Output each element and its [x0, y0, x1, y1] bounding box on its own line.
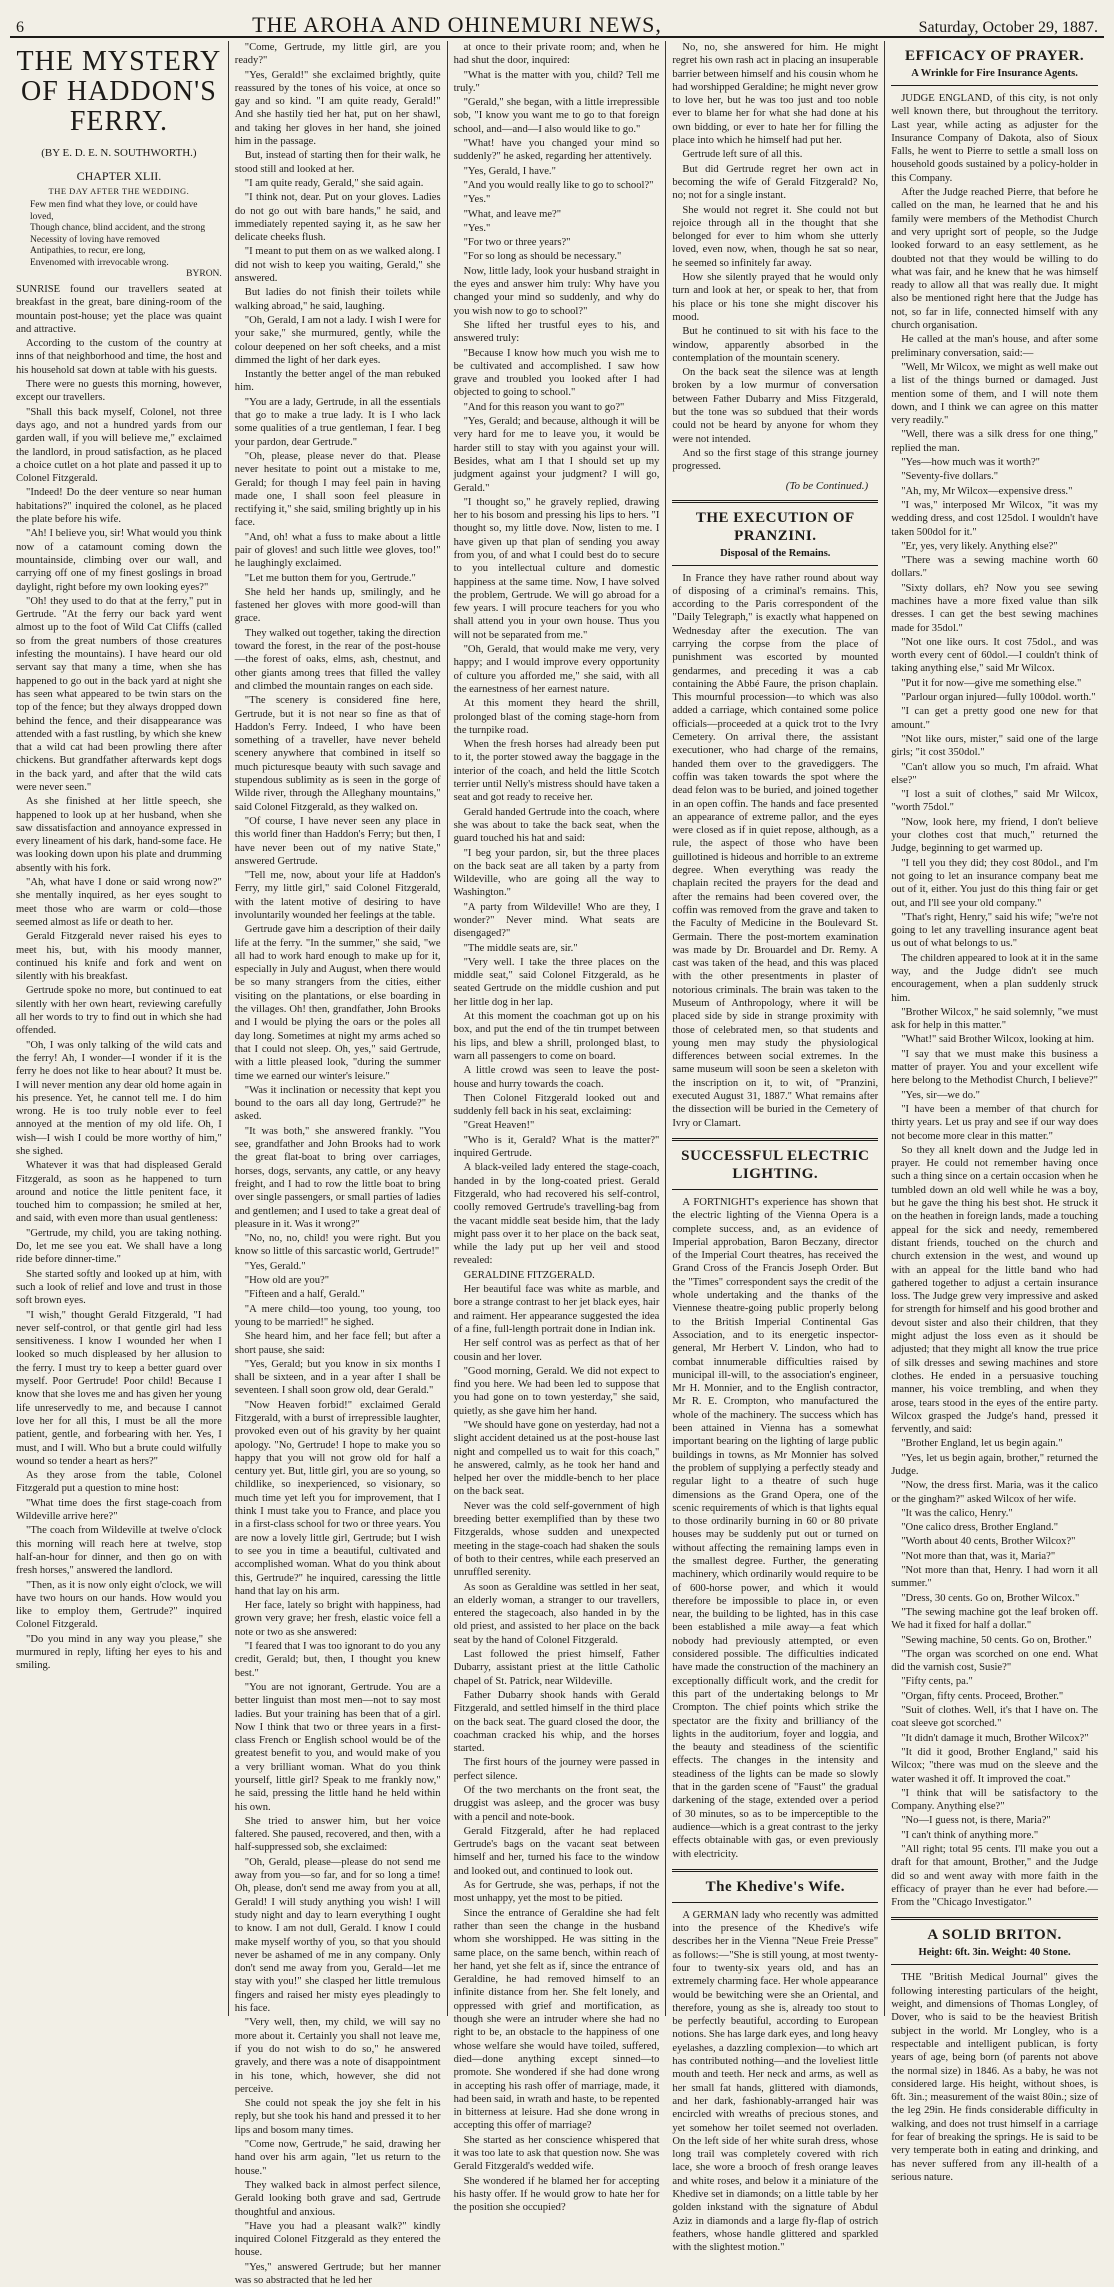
paragraph: "Oh, Gerald, I am not a lady. I wish I were for your sake," she murmured, gently, while the colour deepened on her soft cheeks, and a mist dimmed the light of her dark eyes. — [234, 314, 441, 366]
paragraph: "Can't allow you so much, I'm afraid. What else?" — [891, 761, 1098, 786]
paragraph: at once to their private room; and, when he had shut the door, inquired: — [453, 42, 660, 67]
paragraph: "Yes, Gerald!" she exclaimed brightly, quite reassured by the tones of his voice, at once so gay and so kind. "I am quite ready, Gerald!" And she hastily tied her hat, put on her shawl, and taking her gloves in her hand, she joined him in the passage. — [234, 69, 441, 148]
paragraph: "What, and leave me?" — [463, 208, 562, 220]
paragraph: At this moment the coachman got up on his box, and put the end of the tin trumpet between his lips, and blew a shrill, prolonged blast, to warn all passengers to come on board. — [453, 1011, 660, 1062]
paragraph: But did Gertrude regret her own act in becoming the wife of Gerald Fitzgerald? No, no; not for a single instant. — [672, 163, 879, 202]
paragraph: Father Dubarry shook hands with Gerald Fitzgerald, and settled himself in the third place on the back seat. The guard closed the door, the coachman cracked his whip, and the horses started. — [453, 1689, 660, 1755]
paragraph: A GERMAN lady who recently was admitted into the presence of the Khedive's wife describes her in the Vienna "Neue Freie Presse" as follows:—"She is still young, at most twenty-four to twenty-six years old, and has an extremely charming face. Her whole appearance would be bewitching were she an Oriental, and therefore, young as she is, already too stout to be perfectly beautiful, according to European notions. She has large dark eyes, and long heavy eyelashes, a dazzling complexion—to which art has contributed nothing—and the loveliest little mouth and teeth. Her neck and arms, as well as her small fat hands, glittered with diamonds, and her dark, fashionably-arranged hair was encircled with wreaths of precious stones, and yet somehow her toilet seemed not overladen. On the left side of her white surah dress, whose long trail was completely covered with rich lace, she wore a brooch of fresh orange leaves and white roses, and below it a miniature of the Khedive set in diamonds; on a little table by her golden inkstand with the signature of Abdul Aziz in diamonds and a large fly-flap of ostrich feathers, whose handle glittered and sparkled with the slightest motion." — [672, 1909, 879, 2254]
paragraph: Her face, lately so bright with happiness, had grown very grave; her fresh, elastic voice fell a note or two as she answered: — [234, 1600, 441, 1638]
paragraph: "Yes." — [463, 194, 491, 206]
paragraph: "Let me button them for you, Gertrude." — [244, 572, 416, 584]
paragraph: "I am quite ready, Gerald," she said again. — [244, 177, 424, 189]
paragraph: Since the entrance of Geraldine she had felt rather than seen the change in the husband whom she worshipped. He was sitting in the same place, on the same bench, within reach of her hand, yet she felt as if, since the entrance of Geraldine, he had removed himself to an infinite distance from her. She felt lonely, and oppressed with grief and mortification, as though she were an intruder where she had no right to be, an obstacle to the happiness of one whose welfare she would have toiled, suffered, died—done anything except sinned—to promote. She wondered if she had done wrong in accepting his rash offer of marriage, made, it had been said, in wrath and haste, to be repented in bitterness at leisure. Had she done wrong in accepting this offer of marriage? — [453, 1907, 660, 2132]
paragraph: As for Gertrude, she was, perhaps, if not the most unhappy, yet the most to be pitied. — [453, 1880, 660, 1905]
paragraph: "Oh, please, please never do that. Please never hesitate to point out a mistake to me, Gerald; for though I may feel pain in having made one, I shall soon feel pleasure in rectifying it," she said, smiling brightly up in his face. — [234, 450, 441, 529]
paragraph: "For so long as should be necessary." — [463, 251, 622, 263]
article-subhead: Height: 6ft. 3in. Weight: 40 Stone. — [918, 1947, 1071, 1959]
paragraph: "It did it good, Brother England," said his Wilcox; "there was mud on the sleeve and the water washed it off. It improved the coat." — [891, 1746, 1098, 1785]
paragraph: GERALDINE FITZGERALD. — [463, 1269, 595, 1281]
paragraph: "Who is it, Gerald? What is the matter?" inquired Gertrude. — [453, 1134, 660, 1160]
paragraph: Gertrude left sure of all this. — [682, 149, 803, 161]
paragraph: She wondered if he blamed her for accepting his hasty offer. If he would grow to hate her for the position she occupied? — [453, 2175, 660, 2214]
article-headline: THE EXECUTION OF PRANZINI. — [695, 509, 855, 544]
paragraph: "Because I know how much you wish me to be cultivated and accomplished. I saw how grave and troubled you looked after I had objected to going to school." — [453, 347, 660, 399]
paragraph: Gertrude gave him a description of their daily life at the ferry. "In the summer," she said, "we all had to work hard enough to make up for it, especially in July and August, when there would be so many strangers from the cities, either visiting on the plantations, or else boarding in the villages. Oh! then, grandfather, John Brooks and I would be plying the oars or the poles all day long. Sometimes at night my arms ached so that I could not sleep. Oh, yes," said Gertrude, with a little pleased look, "during the summer time we earned our winter's leisure." — [234, 924, 441, 1082]
paragraph: "Yes," answered Gertrude; but her manner was so abstracted that he led her — [234, 2261, 441, 2286]
story-title: THE MYSTERY OF HADDON'S FERRY. — [16, 46, 222, 137]
article-divider — [891, 1917, 1098, 1920]
paragraph: How she silently prayed that he would only turn and look at her, or speak to her, that from his place or his tone she might discover his mood. — [672, 272, 879, 323]
paragraph: "I have been a member of that church for thirty years. Let us pray and see if our way does not become more clear in this matter." — [891, 1103, 1098, 1142]
paragraph: "What time does the first stage-coach from Wildeville arrive here?" — [16, 1497, 222, 1523]
paragraph: Instantly the better angel of the man rebuked him. — [234, 369, 441, 394]
issue-date: Saturday, October 29, 1887. — [918, 19, 1098, 36]
paragraph: JUDGE ENGLAND, of this city, is not only well known there, but throughout the territory. Last year, while acting as adjuster for the Insurance Company of Dakota, also of Sioux Falls, he went to Pierre to settle a small loss on household goods sustained by a policy-holder in this Company. — [891, 93, 1098, 184]
paragraph: They walked back in almost perfect silence, Gerald looking both grave and sad, Gertrude thoughtful and anxious. — [234, 2179, 441, 2218]
paragraph: "I can't think of anything more." — [901, 1829, 1039, 1841]
paragraph: "The coach from Wildeville at twelve o'clock this morning will reach here at twelve, stop half-an-hour for dinner, and then go on with fresh horses," answered the landlord. — [16, 1525, 222, 1577]
paragraph: She lifted her trustful eyes to his, and answered truly: — [453, 319, 660, 345]
paragraph: "Sixty dollars, eh? Now you see sewing machines have a more fixed value than silk dresses. I can get the best sewing machines made for 35dol." — [891, 582, 1098, 634]
paragraph: SUNRISE found our travellers seated at breakfast in the great, bare dining-room of the mountain post-house; yet the place was quaint and attractive. — [16, 284, 222, 335]
paragraph: A black-veiled lady entered the stage-coach, handed in by the long-coated priest. Gerald Fitzgerald, who had recovered his self-control, coolly removed Gertrude's travelling-bag from the vacant middle seat beside him, that the lady might pass over it to her place on the back seat, while the lady put up her veil and stood revealed: — [453, 1162, 660, 1267]
paragraph: "I lost a suit of clothes," said Mr Wilcox, "worth 75dol." — [891, 789, 1098, 814]
to-be-continued: (To be Continued.) — [785, 479, 869, 492]
paragraph: "Oh! they used to do that at the ferry," put in Gertrude. "At the ferry our back yard went almost up to the foot of Wild Cat Cliffs (called so from the great numbers of those creatures infesting the mountains). I have heard our old servant say that many a time, when she has happened to go out in the back yard at night she has seen what appeared to be twin stars on the top of the fence; but they always dropped down behind the fence, and their disappearance was attended with a fast rustling, by which she knew that a wild cat had been prowling there after chickens. But grandfather afterwards kept dogs in the back yard, and after that the wild cats were never seen." — [16, 595, 222, 793]
paragraph: "Good morning, Gerald. We did not expect to find you here. We had been led to suppose that you had gone on to town yesterday," she said, quietly, as she gave him her hand. — [453, 1365, 660, 1417]
paragraph: "How old are you?" — [244, 1275, 330, 1287]
paragraph: At this moment they heard the shrill, prolonged blast of the coming stage-horn from the turnpike road. — [453, 698, 660, 736]
paragraph: "Very well. I take the three places on the middle seat," said Colonel Fitzgerald, as he seated Gertrude on the middle cushion and put her little dog in her lap. — [453, 956, 660, 1008]
paragraph: "Seventy-five dollars." — [901, 471, 999, 483]
paragraph: "I wish," thought Gerald Fitzgerald, "I had never self-control, or that gentle girl had less sensitiveness. I know I wounded her when I looked so much displeased by her allusion to the ferry. I must try to keep a better guard over myself. Poor Gertrude! Poor child! Because I know that she loves me and has given her young life unreservedly to me, and because I cannot love her for all this, I must be all the more patient, gentle, and forbearing with her. Yes, I must, and I will. Who but a brute could wilfully wound so tender a heart as hers?" — [16, 1309, 222, 1467]
paragraph: Whatever it was that had displeased Gerald Fitzgerald, as soon as he happened to turn around and notice the little penitent face, it touched him to compassion; he smiled at her, and said, with even more than usual gentleness: — [16, 1160, 222, 1225]
headline-rule — [672, 1189, 878, 1190]
paragraph: "The sewing machine got the leaf broken off. We had it fixed for half a dollar." — [891, 1606, 1098, 1632]
paragraph: Her self control was as perfect as that of her cousin and her lover. — [453, 1338, 660, 1363]
section-divider — [672, 500, 878, 503]
paragraph: "What is the matter with you, child? Tell me truly." — [453, 69, 660, 94]
paragraph: "I say that we must make this business a matter of prayer. You and your excellent wife here belong to the Methodist Church, I believe?" — [891, 1048, 1098, 1087]
paragraph: "Well, Mr Wilcox, we might as well make out a list of the things burned or damaged. Just mention some of them, and I will note them down, and I think we can agree on this matter very readily." — [891, 361, 1098, 427]
column-1 — [10, 41, 229, 2016]
paragraph: "Yes—how much was it worth?" — [901, 457, 1040, 469]
paragraph: "All right; total 95 cents. I'll make you out a draft for that amount, Brother," and the Judge did so and went away with more faith in the efficacy of prayer than he ever had before.—From the "Chicago Investigator." — [891, 1844, 1098, 1909]
paragraph: She tried to answer him, but her voice faltered. She paused, recovered, and then, with a half-suppressed sob, she exclaimed: — [234, 1815, 441, 1854]
article-headline: SUCCESSFUL ELECTRIC LIGHTING. — [681, 1147, 870, 1182]
story-text-col3 — [454, 41, 660, 2215]
paragraph: The first hours of the journey were passed in perfect silence. — [453, 1757, 660, 1782]
paragraph: "Er, yes, very likely. Anything else?" — [901, 540, 1058, 552]
paragraph: "I meant to put them on as we walked along. I did not wish to keep you waiting, Gerald," she answered. — [234, 246, 441, 285]
paragraph: "Come, Gertrude, my little girl, are you ready?" — [234, 42, 441, 67]
paragraph: "It was both," she answered frankly. "You see, grandfather and John Brooks had to work the great flat-boat to bring over carriages, horses, dogs, servants, any cattle, or any heavy freight, and I had to row the little boat to bring over single passengers, or small parties of ladies and gentlemen; and I used to take a great deal of pleasure in it. Was it wrong?" — [234, 1125, 441, 1230]
paragraph: And so the first stage of this strange journey progressed. — [672, 447, 879, 473]
paragraph: "Yes, Gerald, I have." — [463, 165, 556, 177]
paragraph: But ladies do not finish their toilets while walking abroad," he said, laughing. — [234, 287, 441, 312]
page-number: 6 — [16, 19, 24, 36]
paragraph: "I think that will be satisfactory to the Company. Anything else?" — [891, 1787, 1098, 1813]
paragraph: Gertrude spoke no more, but continued to eat silently with her own heart, reviewing carefully all her words to try to find out in which she had offended. — [16, 985, 222, 1037]
verse-line: Necessity of loving have removed — [30, 234, 160, 245]
paragraph: "Do you mind in any way you please," she murmured in reply, lifting her eyes to his and smiling. — [16, 1633, 222, 1672]
paragraph: As soon as Geraldine was settled in her seat, an elderly woman, a stranger to our travellers, entered the stagecoach, also handed in by the old priest, and assisted to her place on the back seat by the hand of Colonel Fitzgerald. — [453, 1581, 660, 1646]
column-5-articles — [891, 47, 1098, 2184]
story-text-col4 — [672, 41, 878, 474]
paragraph: "Not one like ours. It cost 75dol., and was worth every cent of 60dol.—I couldn't think of taking anything else," said Mr Wilcox. — [891, 636, 1098, 675]
paragraph: "We should have gone on yesterday, had not a slight accident detained us at the post-house last night and compelled us to wait for this coach," he answered, calmly, as he took her hand and helped her over the middle-bench to her place on the back seat. — [453, 1419, 660, 1498]
verse-line: Antipathies, to recur, ere long, — [30, 246, 146, 256]
paragraph: "Was it inclination or necessity that kept you bound to the oars all day long, Gertrude?" he asked. — [234, 1084, 441, 1123]
paragraph: Never was the cold self-government of high breeding better exemplified than by these two Fitzgeralds, whose sudden and unexpected meeting in the stage-coach had shaken the souls of both to their centres, while each preserved an unruffled serenity. — [453, 1500, 660, 1579]
paragraph: "Yes, Gerald; and because, although it will be very hard for me to leave you, it would be harder still to stay with you against your will. Besides, what am I that I should set up my judgment against your judgment? I will go, Gerald." — [453, 416, 660, 494]
paragraph: "Dress, 30 cents. Go on, Brother Wilcox." — [901, 1592, 1080, 1604]
chapter-subtitle: THE DAY AFTER THE WEDDING. — [48, 186, 190, 196]
paragraph: She could not speak the joy she felt in his reply, but she took his hand and pressed it to her lips and bosom many times. — [234, 2098, 441, 2136]
paragraph: "Tell me, now, about your life at Haddon's Ferry, my little girl," said Colonel Fitzgerald, with the latent motive of desiring to have involuntarily wounded her feelings at the table. — [234, 870, 441, 921]
paragraph: "And, oh! what a fuss to make about a little pair of gloves! and such little wee gloves, too!" he laughingly exclaimed. — [234, 531, 441, 570]
paragraph: After the Judge reached Pierre, that before he called on the man, he learned that he and his family were members of the Methodist Church and very upright sort of people, so the Judge looked forward to an easy settlement, as he doubted not that they would be willing to do what was fair, and he knew that he was himself ready to allow all that was really due. It might also be mentioned right here that the Judge has not, so far in life, connected himself with any church organisation. — [891, 187, 1098, 332]
paragraph: "Not more than that, was it, Maria?" — [901, 1550, 1056, 1562]
epigraph-verse — [16, 200, 222, 269]
paragraph: "Now, look here, my friend, I don't believe your clothes cost that much," returned the Judge, beginning to get warmed up. — [891, 816, 1098, 855]
headline-rule — [891, 85, 1098, 86]
paragraph: Now, little lady, look your husband straight in the eyes and answer him truly: Why have you changed your mind so suddenly, and why do you wish now to go to school?" — [453, 265, 660, 317]
paragraph: "I beg your pardon, sir, but the three places on the back seat are all taken by a party from Wildeville, who are going all the way to Washington." — [453, 847, 660, 899]
paragraph: "Ah! I believe you, sir! What would you think now of a catamount coming down the mountainside, climbing over our wall, and carrying off one of my finest goslings in broad daylight, right before my own looking eyes?" — [16, 528, 222, 593]
headline-rule — [672, 1902, 878, 1903]
paragraph: "Yes, sir—we do." — [901, 1089, 980, 1101]
paragraph: She started as her conscience whispered that it was too late to ask that question now. She was Gerald Fitzgerald's wedded wife. — [453, 2134, 660, 2173]
article-headline: EFFICACY OF PRAYER. — [905, 48, 1085, 64]
paragraph: "Oh, Gerald, that would make me very, very happy; and I would improve every opportunity of culture you afforded me," she said, with all the earnestness of her earnest nature. — [453, 644, 660, 695]
column-4 — [666, 41, 885, 2254]
newspaper-title: THE AROHA AND OHINEMURI NEWS, — [252, 12, 662, 37]
paragraph: A FORTNIGHT's experience has shown that the electric lighting of the Vienna Opera is a complete success, and, as an evidence of Imperial approbation, Baron Beczany, director of the Imperial Court theatres, has received the Grand Cross of the Francis Joseph Order. But the "Times" correspondent says the credit of the whole undertaking and the thanks of the Viennese theatre-going public properly belong to the British Imperial Continental Gas Association, and to its energetic inspector-general, Mr Herbert V. Lindon, who had to combat innumerable difficulties raised by municipal ill-will, to the association's engineer, Mr H. Monnier, and to the English contractor, Mr R. E. Crompton, who manufactured the whole of the machinery. The success which has been attained in Vienna has a somewhat important bearing on the lighting of large public buildings in towns, as Mr Monnier has solved the problem of supplying a perfectly steady and regular light to a theatre of such huge dimensions as the Grand Opera, one of the scenic requirements of which is that lights equal to those ordinarily burning in 60 or 80 private houses may be suddenly put out or turned on without affecting the remaining lamps even in the smallest degree. Further, the generating machinery, which ordinarily would require to be of 600-horse power, and which it would therefore be impossible to place in, or even near, the building to be lighted, has in this case been established a mile away—a feat which nobody had previously attempted, or even considered possible. The difficulties indicated have made the construction of the machinery an exceptionally difficult work, and the credit for this part of the undertaking belongs to Mr Crompton. The chief points which strike the spectator are the fixity and brilliancy of the lights in the auditorium, foyer and loggia, and the beauty and steadiness of the scientific effects. The changes in the intensity and steadiness of the lights can be made so slowly that in the garden scene of "Faust" the gradual darkening of the stage, extended over a period of 30 minutes, so as to be imperceptible to the audience—which is a great contrast to the jerky effects obtainable with gas, or even previously with electricity. — [672, 1196, 879, 1860]
paragraph: "Shall this back myself, Colonel, not three days ago, and not a hundred yards from our garden wall, if you will believe me," exclaimed the landlord, in proud satisfaction, as he placed a choice cutlet on a hot plate and passed it up to Colonel Fitzgerald. — [16, 406, 222, 485]
columns — [10, 41, 1104, 2286]
article-headline: The Khedive's Wife. — [705, 1878, 845, 1895]
paragraph: "The middle seats are, sir." — [463, 942, 578, 954]
paragraph: "You are not ignorant, Gertrude. You are a better linguist than most men—not to say most ladies. But your training has been that of a girl. Now I think that two or three years in a first-class French or English school would be of the greatest benefit to you, and would make of you a very brilliant woman. What do you think yourself, little girl? Speak to me frankly now," he said, pressing the little hand he held within his own. — [234, 1681, 441, 1813]
paragraph: So they all knelt down and the Judge led in prayer. He could not remember having once such a thing since on a certain occasion when he tumbled down an old well while he was a boy, but he gave the thing his best shot. He struck it on the heathen in foreign lands, made a touching appeal for the sick and needy, remembered distant friends, touched on the church and church extension in the west, and wound up with an appeal for the little band who had gathered together to adjust a certain insurance loss. The Judge grew very impressive and asked for strength for himself and his good brother and devout sister and also their children, that they might adjust the loss even as it should be adjusted; that they might all know the true price of silk dresses and sewing machines and store clothes. He ended in a persuasive touching manner, his voice trembling, and when they arose, tears stood in the eyes of the entire party. Wilcox grasped the Judge's hand, pressed it fervently, and said: — [891, 1144, 1098, 1436]
article-headline: A SOLID BRITON. — [927, 1927, 1062, 1944]
paragraph: They walked out together, taking the direction toward the forest, in the rear of the post-house—the forest of oaks, elms, ash, chestnut, and other giants among trees that filled the valley and climbed the mountain ranges on each side. — [234, 627, 441, 692]
paragraph: "Then, as it is now only eight o'clock, we will have two hours on our hands. How would you like to employ them, Gertrude?" inquired Colonel Fitzgerald. — [16, 1579, 222, 1631]
paragraph: When the fresh horses had already been put to it, the porter stowed away the baggage in the interior of the coach, and held the little Scotch terrier until Nelly's mistress should have taken a seat and got ready to receive her. — [453, 739, 660, 804]
paragraph: Then Colonel Fitzgerald looked out and suddenly fell back in his seat, exclaiming: — [453, 1092, 660, 1118]
paragraph: "Ah, what have I done or said wrong now?" she mentally inquired, as her eyes sought to meet those who are warm or cold—those seemed almost as life or death to her. — [16, 877, 222, 928]
paragraph: "Now Heaven forbid!" exclaimed Gerald Fitzgerald, with a burst of irrepressible laughter, provoked even out of his gravity by her quaint apology. "No, Gertrude! I hope to make you so happy that you will not grow old for half a century yet. But, little girl, you are so young, so childlike, so inexperienced, so visionary, so much time yet left you for improvement, that I think I must take you to France, and place you in a first-class school for two or three years. You are now a lovely little girl, Gertrude; but I wish to see you in time a beautiful, cultivated and accomplished woman. What do you think about this, Gertrude?" he inquired, caressing the little hand that lay on his arm. — [234, 1399, 441, 1597]
epigraph-author: BYRON. — [186, 269, 222, 279]
paragraph: "Of course, I have never seen any place in this world finer than Haddon's Ferry; but then, I have never been out of my native State," answered Gertrude. — [234, 815, 441, 867]
paragraph: "And for this reason you want to go?" — [463, 401, 625, 413]
column-3 — [448, 41, 667, 2214]
chapter-heading: CHAPTER XLII. — [76, 169, 162, 183]
paragraph: "Organ, fifty cents. Proceed, Brother." — [901, 1690, 1064, 1702]
paragraph: "Not more than that, Henry. I had worn it all summer." — [891, 1565, 1098, 1590]
paragraph: No, no, she answered for him. He might regret his own rash act in placing an insuperable barrier between himself and his cousin whom he had worshipped Geraldine; he might never grow to love her, but he was too just and too noble ever to blame her for what she had done at his own bidding, or ever to hate her for filling the place into which he himself had put her. — [672, 42, 879, 147]
article-subhead: Disposal of the Remains. — [720, 547, 831, 559]
paragraph: "A mere child—too young, too young, too young to be married!" he sighed. — [234, 1303, 441, 1328]
paragraph: "A party from Wildeville! Who are they, I wonder?" Never mind. What seats are disengaged?" — [453, 901, 660, 940]
paragraph: "Yes, Gerald." — [244, 1260, 306, 1272]
paragraph: "Oh, I was only talking of the wild cats and the ferry! Ah, I wonder—I wonder if it is the ferry he does not like to hear about? It must be. I will never mention any dear old home again in his presence. Yet, he cannot tell me. I do him wrong. He is too truly noble ever to feel annoyed at the mention of my old life. Oh, I wish—I wish I could be more worthy of him," she sighed. — [16, 1039, 222, 1157]
paragraph: "No—I guess not, is there, Maria?" — [901, 1815, 1051, 1827]
paragraph: "Suit of clothes. Well, it's that I have on. The coat sleeve got scorched." — [891, 1705, 1098, 1730]
paragraph: "It didn't damage it much, Brother Wilcox?" — [901, 1732, 1089, 1744]
headline-rule — [891, 1964, 1098, 1965]
paragraph: As she finished at her little speech, she happened to look up at her husband, when she saw dissatisfaction and annoyance expressed in every lineament of his dark, hand-some face. He was looking down upon his plate and drumming absently with his fork. — [16, 796, 222, 874]
paragraph: "What!" said Brother Wilcox, looking at him. — [901, 1034, 1094, 1046]
paragraph: According to the custom of the country at inns of that neighborhood and time, the host and his household sat down at table with his guests. — [16, 338, 222, 376]
paragraph: "What! have you changed your mind so suddenly?" he asked, regarding her attentively. — [453, 138, 660, 163]
paragraph: A little crowd was seen to leave the post-house and hurry towards the coach. — [453, 1065, 660, 1090]
story-text-col2 — [235, 41, 441, 2287]
paragraph: "Fifty cents, pa." — [901, 1676, 973, 1688]
story-byline: (BY E. D. E. N. SOUTHWORTH.) — [41, 147, 197, 159]
paragraph: She heard him, and her face fell; but after a short pause, she said: — [234, 1331, 441, 1356]
paragraph: "One calico dress, Brother England." — [901, 1522, 1059, 1534]
paragraph: She started softly and looked up at him, with such a look of relief and love and trust in those soft brown eyes. — [16, 1268, 222, 1307]
paragraph: As they arose from the table, Colonel Fitzgerald put a question to mine host: — [16, 1470, 222, 1495]
paragraph: "Yes, let us begin again, brother," returned the Judge. — [891, 1452, 1098, 1477]
column-4-articles — [672, 509, 878, 2255]
paragraph: "Gertrude, my child, you are taking nothing. Do, let me see you eat. We shall have a long ride before dinner-time." — [16, 1227, 222, 1266]
paragraph: "Sewing machine, 50 cents. Go on, Brother." — [901, 1634, 1092, 1646]
paragraph: "I think not, dear. Put on your gloves. Ladies do not go out with bare hands," he said, and immediately repented saying it, as he saw her delicate cheeks flush. — [234, 192, 441, 244]
paragraph: "You are a lady, Gertrude, in all the essentials that go to make a true lady. It is I who lack some qualities of a true gentleman, I fear. I beg your pardon, dear Gertrude." — [234, 396, 441, 448]
paragraph: "The organ was scorched on one end. What did the varnish cost, Susie?" — [891, 1648, 1098, 1674]
paragraph: But, instead of starting then for their walk, he stood still and looked at her. — [234, 150, 441, 175]
paragraph: In France they have rather round about way of disposing of a criminal's remains. This, according to the Paris correspondent of the "Daily Telegraph," is exactly what happened on Wednesday after the execution. The van carrying the corpse from the place of punishment was escorted by mounted gendarmes, and preceding it was a cab containing the Abbé Faure, the prison chaplain. This mournful procession—to which was also added a carriage, which contained some police officials—proceeded at a quick trot to the Ivry Cemetery. On arrival there, the assistant executioner, who had charge of the remains, handed them over to the gravediggers. The coffin was taken towards the spot where the dead felon was to be buried, and joined together in an open coffin. The hands and face presented an appearance of extreme pallor, and the eyes were closed as if in quiet repose, although, as a rule, the aspect of those who have been guillotined is hideous and horrible to an extreme degree. When everything was ready the chaplain recited the prayers for the dead and after the remains had been covered over, the coffin was removed from the grave and taken to the Faculty of Medicine in the Boulevard St. Germain. There the post-mortem examination was made by Dr. Brouardel and Dr. Remy. A cast was taken of the head, and this was placed with the other presentments in plaster of notorious criminals. The brain was taken to the Museum of Anthropology, where it will be placed side by side in strange proximity with those of celebrated men, so that students and young men may study the physiological differences between social extremes. In the same museum will soon be seen a skeleton with the inscription on it, to wit, of "Pranzini, executed August 31, 1887." What remains after the dissection will be buried in the Cemetery of Ivry or Clamart. — [672, 572, 879, 1129]
paragraph: The children appeared to look at it in the same way, and the Judge didn't see much encouragement, when a plan suddenly struck him. — [891, 952, 1098, 1004]
paragraph: "Have you had a pleasant walk?" kindly inquired Colonel Fitzgerald as they entered the house. — [234, 2220, 441, 2259]
paragraph: "I was," interposed Mr Wilcox, "it was my wedding dress, and cost 125dol. I wouldn't have taken 500dol for it." — [891, 499, 1098, 538]
verse-line: Though chance, blind accident, and the strong — [30, 223, 206, 233]
paragraph: "Brother Wilcox," he said solemnly, "we must ask for help in this matter." — [891, 1006, 1098, 1032]
paragraph: "Not like ours, mister," said one of the large girls; "it cost 350dol." — [891, 733, 1098, 759]
paragraph: "I feared that I was too ignorant to do you any credit, Gerald; but, then, I thought you knew best." — [234, 1641, 441, 1679]
paragraph: "Well, there was a silk dress for one thing," replied the man. — [891, 429, 1098, 454]
masthead — [10, 8, 1104, 38]
paragraph: "Worth about 40 cents, Brother Wilcox?" — [901, 1536, 1076, 1548]
paragraph: There were no guests this morning, however, except our travellers. — [16, 379, 222, 404]
paragraph: "For two or three years?" — [463, 237, 571, 249]
paragraph: He called at the man's house, and after some preliminary conversation, said:— — [891, 334, 1098, 359]
verse-line: Few men find what they love, or could have loved, — [30, 200, 198, 222]
paragraph: Gerald Fitzgerald, after he had replaced Gertrude's bags on the vacant seat between himself and her, turned his face to the window and looked out, and continued to look out. — [453, 1825, 660, 1877]
paragraph: "The scenery is considered fine here, Gertrude, but it is not near so fine as that of Haddon's Ferry. Indeed, I who have been something of a traveller, have never beheld scenery anywhere that combined in itself so much picturesque beauty with such savage and stupendous sublimity as is seen in the gorge of Wilde river, through the Alleghany mountains," said Colonel Fitzgerald, as they walked on. — [234, 695, 441, 813]
article-divider — [672, 1138, 878, 1141]
paragraph: On the back seat the silence was at length broken by a low murmur of conversation between Father Dubarry and Miss Fitzgerald, but the tone was so subdued that their words could not be heard by anyone for whom they were not intended. — [672, 367, 879, 445]
paragraph: "And you would really like to go to school?" — [463, 179, 654, 191]
paragraph: Of the two merchants on the front seat, the druggist was asleep, and the grocer was busy with a pencil and note-book. — [453, 1785, 660, 1823]
paragraph: "Parlour organ injured—fully 100dol. worth." — [901, 692, 1096, 704]
paragraph: "Come now, Gertrude," he said, drawing her hand over his arm again, "let us return to the house." — [234, 2139, 441, 2177]
paragraph: Gerald handed Gertrude into the coach, where she was about to take the back seat, when the guard touched his hat and said: — [453, 806, 660, 845]
paragraph: But he continued to sit with his face to the window, apparently absorbed in the contemplation of the mountain scenery. — [672, 326, 879, 364]
paragraph: "There was a sewing machine worth 60 dollars." — [891, 555, 1098, 580]
paragraph: "Put it for now—give me something else." — [901, 677, 1082, 689]
paragraph: "Yes, Gerald; but you know in six months I shall be sixteen, and in a year after I shall be seventeen. I shall soon grow old, dear Gerald." — [234, 1358, 441, 1397]
paragraph: She would not regret it. She could not but rejoice through all in the thought that she belonged for ever to him whom she utterly loved, even now, when, though he sat so near, he seemed so infinitely far away. — [672, 204, 879, 269]
paragraph: "Gerald," she began, with a little irrepressible sob, "I know you want me to go to that foreign school, and—and—I also would like to go." — [453, 97, 660, 135]
paragraph: Her beautiful face was white as marble, and bore a strange contrast to her jet black eyes, hair and raiment. Her appearance suggested the idea of a fine, full-length portrait done in Indian ink. — [453, 1284, 660, 1335]
column-2 — [229, 41, 448, 2286]
paragraph: "Now, the dress first. Maria, was it the calico or the gingham?" asked Wilcox of her wife. — [891, 1480, 1098, 1505]
paragraph: "I thought so," he gravely replied, drawing her to his bosom and pressing his lips to hers. "I thought so, my little dove. Now, listen to me. I have given up that plan of sending you away from you, of and what I could best do to secure to you intellectual culture and domestic happiness at the same time. Now, I have solved the problem, Gertrude. We will go abroad for a few years. I will procure teachers for you who shall attend you in your own house. Thus you will not be separated from me." — [453, 496, 660, 641]
story-text-col1 — [16, 283, 222, 1673]
paragraph: "I can get a pretty good one new for that amount." — [891, 706, 1098, 731]
verse-line: Envenomed with irrevocable wrong. — [30, 257, 169, 268]
paragraph: "Fifteen and a half, Gerald." — [244, 1289, 365, 1301]
paragraph: "I tell you they did; they cost 80dol., and I'm not going to let an insurance company beat me out of it, either. You just do this thing fair or get out, and I'll see your old company." — [891, 857, 1098, 909]
paragraph: THE "British Medical Journal" gives the following interesting particulars of the height, weight, and dimensions of Thomas Longley, of Dover, who is said to be the heaviest British subject in the world. Mr Longley, who is a respectable and intelligent publican, is forty years of age, being born (of parents not above the normal size) in 1846. As a baby, he was not considered large. His height, without shoes, is 6ft. 3in.; measurement of the waist 80in.; size of the leg 29in. He finds considerable difficulty in walking, and does not trust himself in a carriage for fear of breaking the springs. He is said to be very temperate both in eating and drinking, and has never suffered from any ill-health of a serious nature. — [891, 1972, 1098, 2183]
headline-rule — [672, 565, 878, 566]
paragraph: "Brother England, let us begin again." — [901, 1438, 1063, 1450]
column-5 — [885, 41, 1104, 2183]
paragraph: "Ah, my, Mr Wilcox—expensive dress." — [901, 485, 1073, 497]
paragraph: "Great Heaven!" — [463, 1120, 535, 1132]
paragraph: Last followed the priest himself, Father Dubarry, assistant priest at the little Catholic chapel of St. Patrick, near Wildeville. — [453, 1649, 660, 1687]
paragraph: "Indeed! Do the deer venture so near human habitations?" inquired the colonel, as he placed the plate before his wife. — [16, 487, 222, 526]
paragraph: "No, no, no, child! you were right. But you know so little of this sarcastic world, Gertrude!" — [234, 1233, 441, 1258]
article-subhead: A Wrinkle for Fire Insurance Agents. — [911, 68, 1078, 79]
paragraph: "Yes." — [463, 222, 491, 234]
paragraph: "That's right, Henry," said his wife; "we're not going to let any travelling insurance agent beat us out of what belongs to us." — [891, 911, 1098, 950]
paragraph: "Very well, then, my child, we will say no more about it. Certainly you shall not leave me, if you do not wish to do so," he answered gravely, and there was a note of disappointment in his tone, which, however, she did not perceive. — [234, 2017, 441, 2095]
article-divider — [672, 1869, 878, 1872]
paragraph: "It was the calico, Henry." — [901, 1507, 1013, 1519]
paragraph: "Oh, Gerald, please—please do not send me away from you—so far, and for so long a time! Oh, please, don't send me away from you at all, Gerald! I will study anything you wish! I will study night and day to learn everything I ought to know. I am not dull, Gerald. I know I could make myself worthy of you, so that you should never be ashamed of me in any company. Only don't send me away from you, Gerald—let me stay with you!" she clasped her little tremulous fingers and raised her misty eyes pleadingly to his face. — [234, 1856, 441, 2015]
paragraph: Gerald Fitzgerald never raised his eyes to meet his, but, with his moody manner, continued his knife and fork and went on silently with his breakfast. — [16, 931, 222, 983]
paragraph: She held her hands up, smilingly, and he fastened her gloves with more good-will than grace. — [234, 586, 441, 625]
